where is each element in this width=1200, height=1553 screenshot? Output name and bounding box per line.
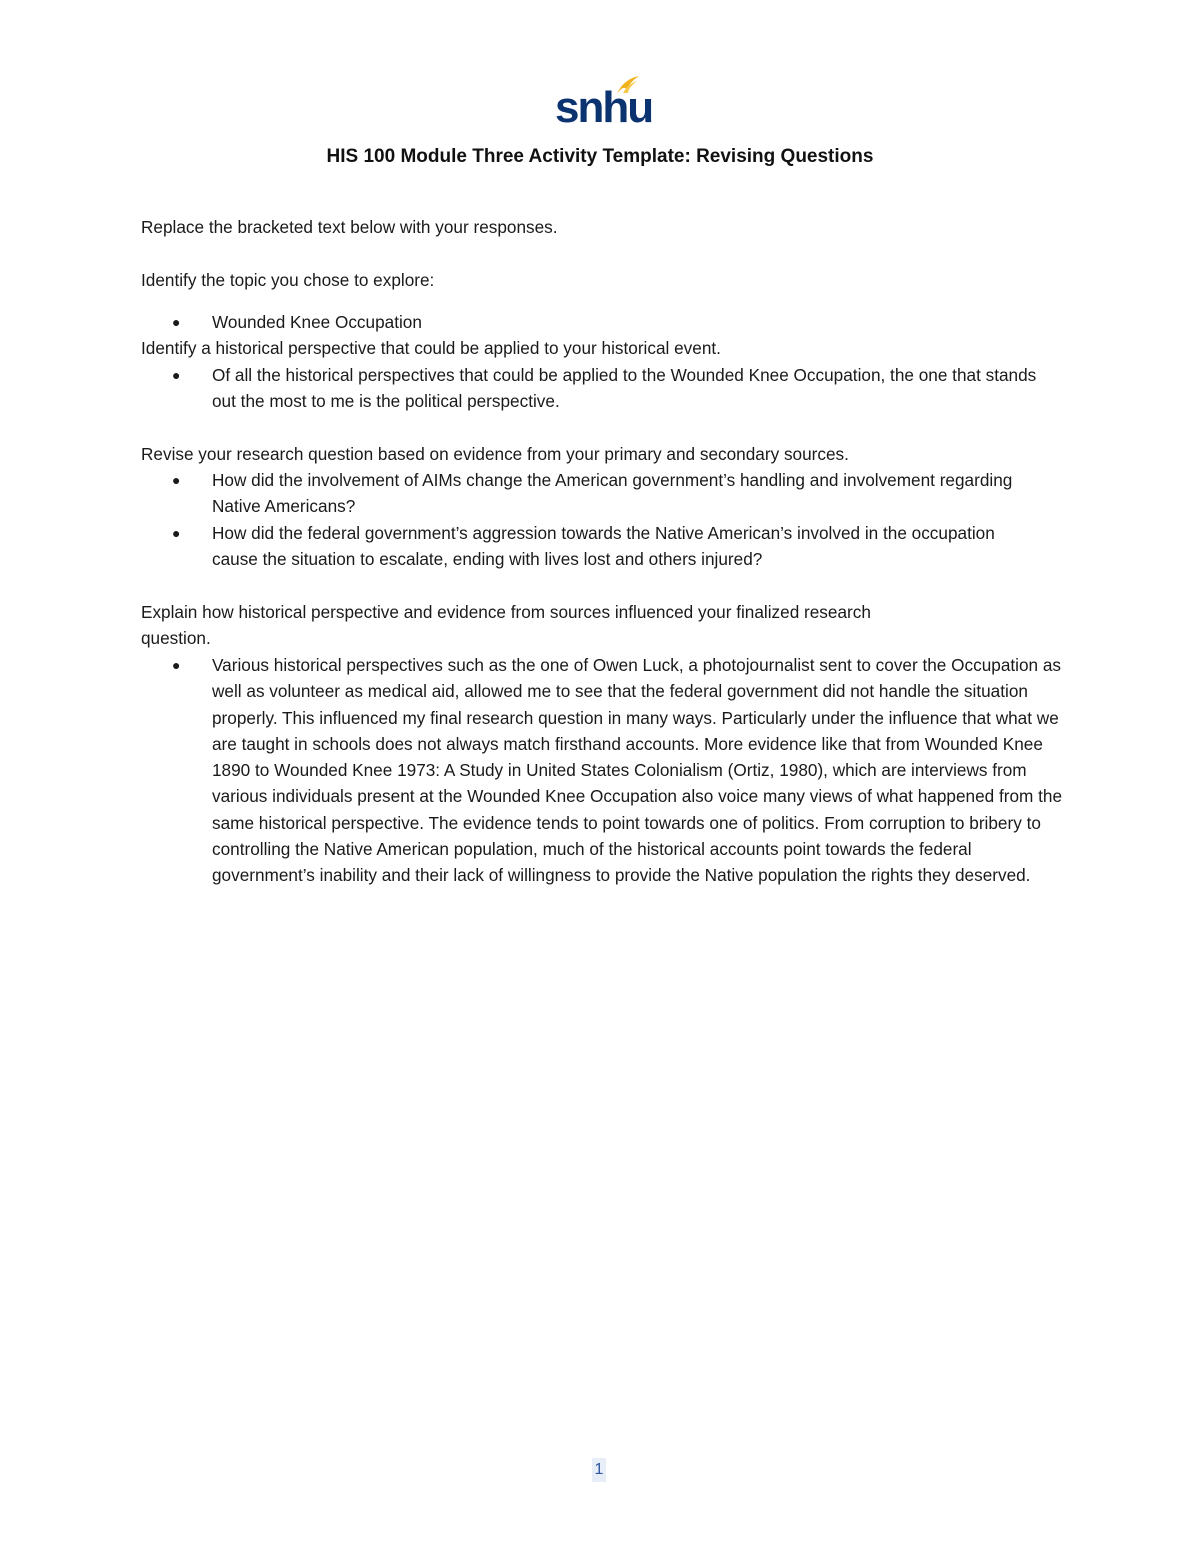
topic-prompt: Identify the topic you chose to explore:	[141, 270, 435, 290]
bullet-icon: ●	[172, 367, 181, 383]
bullet-icon: ●	[172, 314, 181, 330]
perspective-prompt: Identify a historical perspective that could be applied to your historical event.	[141, 338, 721, 358]
bullet-icon: ●	[172, 525, 181, 541]
snhu-logo	[555, 74, 653, 132]
revise-answer-1: How did the involvement of AIMs change the American government’s handling and involvement regarding Native Americans?	[212, 470, 1013, 517]
bullet-icon: ●	[172, 657, 181, 673]
instructions-text: Replace the bracketed text below with your responses.	[141, 217, 558, 237]
explain-prompt-line-1: Explain how historical perspective and evidence from sources influenced your finalized research	[141, 602, 871, 622]
page-number: 1	[592, 1458, 606, 1482]
revise-prompt: Revise your research question based on evidence from your primary and secondary sources.	[141, 444, 849, 464]
topic-answer: Wounded Knee Occupation	[212, 312, 422, 332]
revise-answer-2: How did the federal government’s aggression towards the Native American’s involved in the occupation cause the situation to escalate, ending with lives lost and others injured?	[212, 523, 995, 570]
page-title: HIS 100 Module Three Activity Template: Revising Questions	[326, 146, 874, 167]
logo-wordmark: snhu	[555, 83, 653, 132]
explain-prompt-line-2: question.	[141, 628, 211, 648]
perspective-answer: Of all the historical perspectives that could be applied to the Wounded Knee Occupation, the one that stands out the most to me is the political perspective.	[212, 365, 1037, 412]
explain-answer: Various historical perspectives such as the one of Owen Luck, a photojournalist sent to cover the Occupation as well as volunteer as medical aid, allowed me to see that the federal government did not handle the situation properly. This influenced my final research question in many ways. Particularly under the influence that what we are taught in schools does not always match firsthand accounts. More evidence like that from Wounded Knee 1890 to Wounded Knee 1973: A Study in United States Colonialism (Ortiz, 1980), which are interviews from various individuals present at the Wounded Knee Occupation also voice many views of what happened from the same historical perspective. The evidence tends to point towards one of politics. From corruption to bribery to controlling the Native American population, much of the historical accounts point towards the federal government’s inability and their lack of willingness to provide the Native population the rights they deserved.	[212, 655, 1063, 886]
bullet-icon: ●	[172, 472, 181, 488]
